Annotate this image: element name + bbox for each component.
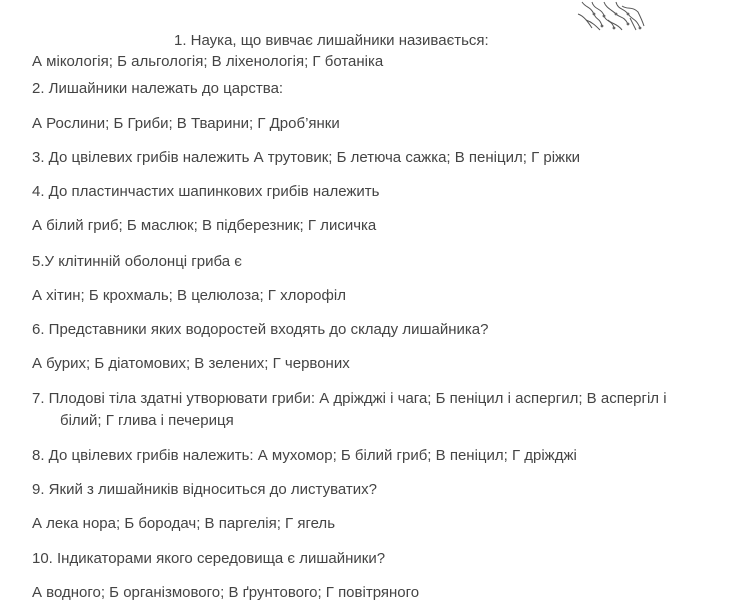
answer-2: А Рослини; Б Гриби; В Тварини; Г Дроб’янки <box>32 115 340 132</box>
question-2: 2. Лишайники належать до царства: <box>32 80 284 97</box>
question-8: 8. До цвілевих грибів належить: А мухомор; Б білий гриб; В пеніцил; Г дріжджі <box>32 447 577 464</box>
question-5: 5.У клітинній оболонці гриба є <box>32 253 242 270</box>
answer-5: А хітин; Б крохмаль; В целюлоза; Г хлорофіл <box>32 287 346 304</box>
question-9: 9. Який з лишайників відноситься до листуватих? <box>32 481 377 498</box>
answer-1: А мікологія; Б альгологія; В ліхенологія; Г ботаніка <box>32 53 384 70</box>
answer-6: А бурих; Б діатомових; В зелених; Г червоних <box>32 355 350 372</box>
answer-10: А водного; Б організмового; В ґрунтового; Г повітряного <box>32 584 420 601</box>
question-3: 3. До цвілевих грибів належить А трутовик; Б летюча сажка; В пеніцил; Г ріжки <box>32 149 581 166</box>
answer-9: А лека нора; Б бородач; В паргелія; Г ягель <box>32 515 336 532</box>
question-7-continued: білий; Г глива і печериця <box>60 412 234 429</box>
question-7: 7. Плодові тіла здатні утворювати гриби: А дріжджі і чага; Б пеніцил і аспергил; В аспергіл і <box>32 390 667 407</box>
question-6: 6. Представники яких водоростей входять до складу лишайника? <box>32 321 489 338</box>
answer-4: А білий гриб; Б маслюк; В підберезник; Г лисичка <box>32 217 377 234</box>
question-4: 4. До пластинчастих шапинкових грибів належить <box>32 183 380 200</box>
question-10: 10. Індикаторами якого середовища є лишайники? <box>32 550 386 567</box>
question-1: 1. Наука, що вивчає лишайники називається: <box>174 32 489 49</box>
lichen-illustration <box>572 0 648 32</box>
